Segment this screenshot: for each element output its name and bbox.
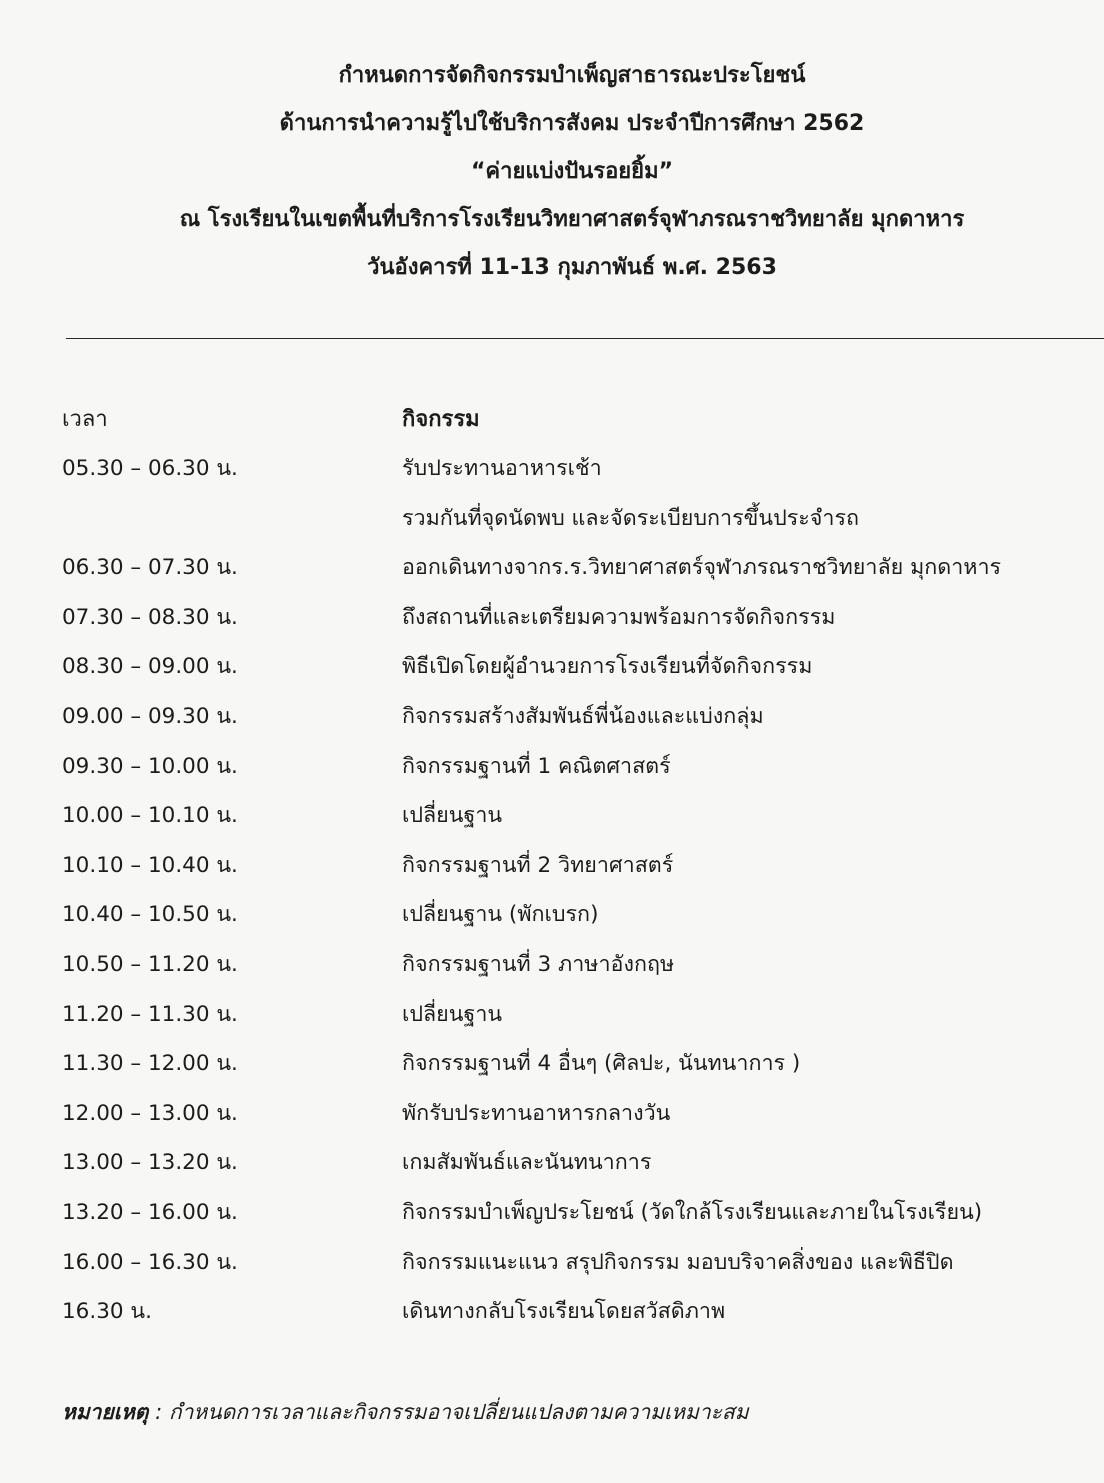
column-header-activity: กิจกรรม — [402, 407, 480, 432]
camp-name: “ค่ายแบ่งปันรอยยิ้ม” — [470, 159, 674, 184]
schedule-row — [0, 795, 1104, 845]
schedule-activity: กิจกรรมฐานที่ 4 อื่นๆ (ศิลปะ, นันทนาการ ) — [402, 1051, 801, 1077]
schedule-time: 09.00 – 09.30 น. — [62, 703, 238, 729]
schedule-activity: เดินทางกลับโรงเรียนโดยสวัสดิภาพ — [402, 1299, 726, 1325]
schedule-row — [0, 646, 1104, 696]
schedule-activity: กิจกรรมแนะแนว สรุปกิจกรรม มอบบริจาคสิ่งของ และพิธีปิด — [402, 1249, 954, 1275]
schedule-row — [0, 1242, 1104, 1292]
schedule-activity: กิจกรรมฐานที่ 3 ภาษาอังกฤษ — [402, 951, 675, 977]
schedule-time: 08.30 – 09.00 น. — [62, 654, 238, 680]
document-header — [0, 52, 1104, 292]
schedule-activity: ออกเดินทางจากร.ร.วิทยาศาสตร์จุฬาภรณราชวิทยาลัย มุกดาหาร — [402, 555, 1002, 581]
schedule-time: 16.00 – 16.30 น. — [62, 1249, 238, 1275]
schedule-activity: เปลี่ยนฐาน — [402, 803, 503, 829]
schedule-time: 10.10 – 10.40 น. — [62, 852, 238, 878]
schedule-time: 07.30 – 08.30 น. — [62, 604, 238, 630]
location-line: ณ โรงเรียนในเขตพื้นที่บริการโรงเรียนวิทยาศาสตร์จุฬาภรณราชวิทยาลัย มุกดาหาร — [179, 207, 965, 232]
schedule-row — [0, 498, 1104, 548]
footnote-separator: : — [148, 1400, 169, 1424]
date-line: วันอังคารที่ 11-13 กุมภาพันธ์ พ.ศ. 2563 — [367, 255, 777, 280]
column-header-time: เวลา — [62, 407, 108, 432]
schedule-row — [0, 1291, 1104, 1341]
schedule-time: 10.50 – 11.20 น. — [62, 951, 238, 977]
schedule-activity: พักรับประทานอาหารกลางวัน — [402, 1100, 671, 1126]
title-line-2: ด้านการนำความรู้ไปใช้บริการสังคม ประจำปีการศึกษา 2562 — [279, 111, 865, 136]
schedule-row — [0, 845, 1104, 895]
footnote-text: กำหนดการเวลาและกิจกรรมอาจเปลี่ยนแปลงตามความเหมาะสม — [168, 1400, 749, 1424]
schedule-row — [0, 1142, 1104, 1192]
footnote-label: หมายเหตุ — [62, 1400, 149, 1424]
schedule-time: 16.30 น. — [62, 1299, 152, 1325]
schedule-activity: เปลี่ยนฐาน (พักเบรก) — [402, 902, 599, 928]
title-line-1: กำหนดการจัดกิจกรรมบำเพ็ญสาธารณะประโยชน์ — [338, 63, 806, 88]
schedule-time: 13.20 – 16.00 น. — [62, 1199, 238, 1225]
schedule-time: 05.30 – 06.30 น. — [62, 456, 238, 481]
schedule-row — [0, 1192, 1104, 1242]
schedule-activity: กิจกรรมฐานที่ 1 คณิตศาสตร์ — [402, 753, 671, 779]
schedule-time: 10.40 – 10.50 น. — [62, 902, 238, 928]
schedule-activity: กิจกรรมฐานที่ 2 วิทยาศาสตร์ — [402, 852, 674, 878]
divider-line — [66, 338, 1104, 339]
schedule-activity: รวมกันที่จุดนัดพบ และจัดระเบียบการขึ้นประจำรถ — [402, 505, 860, 531]
schedule-activity: พิธีเปิดโดยผู้อำนวยการโรงเรียนที่จัดกิจกรรม — [402, 654, 813, 680]
schedule-time: 13.00 – 13.20 น. — [62, 1150, 238, 1176]
schedule-time: 11.20 – 11.30 น. — [62, 1001, 238, 1027]
schedule-row — [0, 1093, 1104, 1143]
schedule-row — [0, 994, 1104, 1044]
schedule-activity: กิจกรรมบำเพ็ญประโยชน์ (วัดใกล้โรงเรียนและภายในโรงเรียน) — [402, 1199, 983, 1225]
schedule-time: 11.30 – 12.00 น. — [62, 1051, 238, 1077]
schedule-row — [0, 944, 1104, 994]
schedule-activity: ถึงสถานที่และเตรียมความพร้อมการจัดกิจกรรม — [402, 604, 836, 630]
schedule-activity: เปลี่ยนฐาน — [402, 1001, 503, 1027]
schedule-row — [0, 547, 1104, 597]
schedule-row — [0, 746, 1104, 796]
schedule-activity: เกมสัมพันธ์และนันทนาการ — [402, 1150, 652, 1176]
schedule-row — [0, 597, 1104, 647]
schedule-row — [0, 696, 1104, 746]
schedule-time: 10.00 – 10.10 น. — [62, 803, 238, 829]
schedule-row — [0, 894, 1104, 944]
schedule-row — [0, 1043, 1104, 1093]
schedule-time: 06.30 – 07.30 น. — [62, 555, 238, 581]
schedule-activity: กิจกรรมสร้างสัมพันธ์พี่น้องและแบ่งกลุ่ม — [402, 703, 764, 729]
schedule-time: 09.30 – 10.00 น. — [62, 753, 238, 779]
schedule-activity: รับประทานอาหารเช้า — [402, 456, 602, 481]
schedule-time: 12.00 – 13.00 น. — [62, 1100, 238, 1126]
schedule-row — [0, 448, 1104, 498]
schedule-table — [0, 448, 1104, 1341]
footnote — [62, 1392, 749, 1432]
